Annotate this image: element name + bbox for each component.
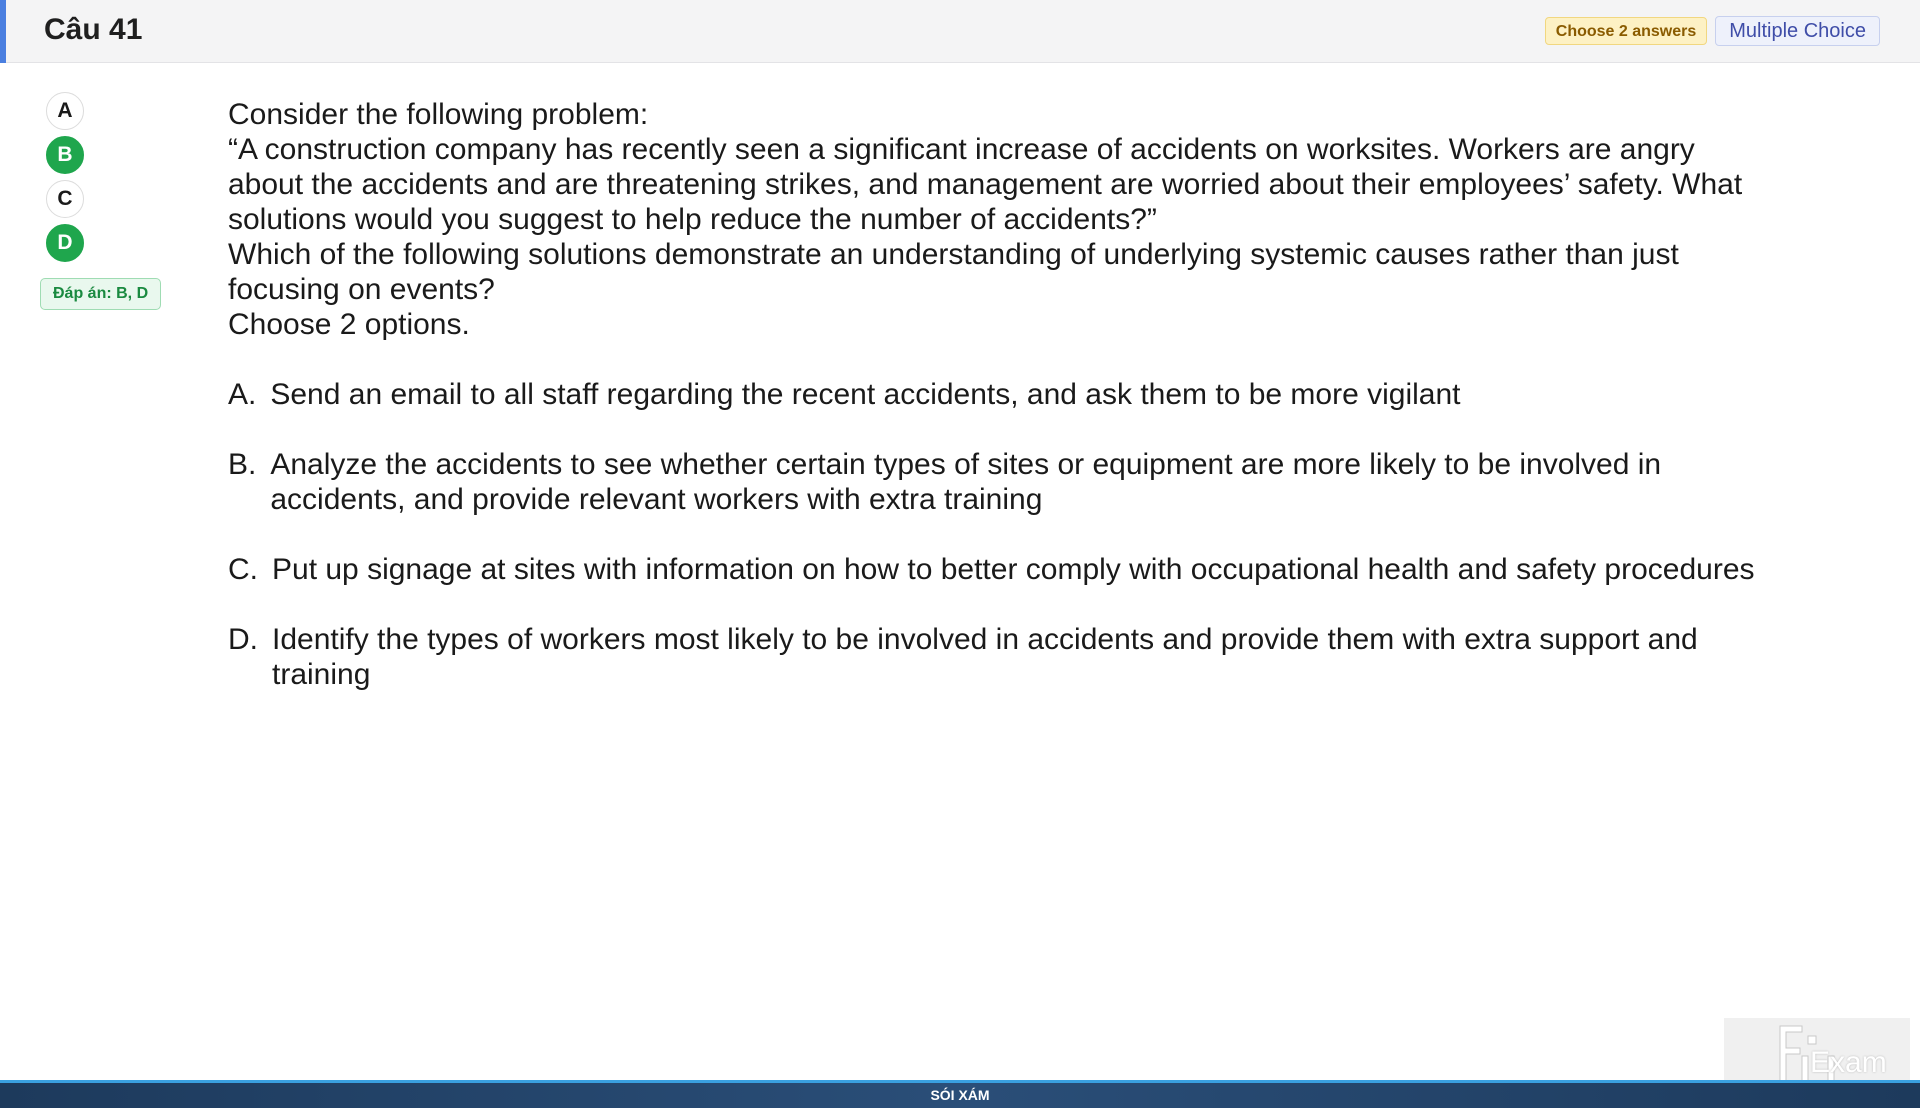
question-options (228, 377, 1758, 692)
question-instruction: Choose 2 options. (228, 308, 470, 341)
option-c[interactable] (228, 552, 1758, 587)
option-text: Put up signage at sites with information on how to better comply with occupational health and safety procedures (272, 553, 1755, 586)
choose-answers-badge: Choose 2 answers (1545, 17, 1708, 45)
option-d[interactable] (228, 622, 1758, 692)
question-intro: Consider the following problem: (228, 98, 649, 131)
option-text: Analyze the accidents to see whether certain types of sites or equipment are more likely to be involved in accidents, and provide relevant workers with extra training (270, 448, 1662, 516)
option-text: Identify the types of workers most likely to be involved in accidents and provide them with extra support and training (272, 623, 1698, 691)
option-letter: B. (228, 448, 257, 481)
question-prompt: Which of the following solutions demonstrate an understanding of underlying systemic causes rather than just focusing on events? (228, 238, 1679, 306)
logo-text: Exam (1810, 1046, 1887, 1079)
footer-bar (0, 1080, 1920, 1108)
question-title: Câu 41 (44, 13, 143, 46)
question-type-badge: Multiple Choice (1715, 16, 1880, 46)
option-letter: C. (228, 553, 258, 586)
question-badges (1545, 16, 1880, 46)
option-d-circle[interactable]: D (46, 224, 84, 262)
question-body (228, 97, 1758, 727)
option-b-circle[interactable]: B (46, 136, 84, 174)
option-a[interactable] (228, 377, 1758, 412)
option-c-circle[interactable]: C (46, 180, 84, 218)
question-scenario: “A construction company has recently seen a significant increase of accidents on worksites. Workers are angry about the accidents and are threatening strikes, and management are worried about their employees’ safety. What solutions would you suggest to help reduce the number of accidents?” (228, 133, 1743, 236)
option-text: Send an email to all staff regarding the recent accidents, and ask them to be more vigilant (270, 378, 1461, 411)
header-accent-bar (0, 0, 6, 63)
question-header (0, 0, 1920, 63)
footer-text: SÓI XÁM (930, 1087, 990, 1103)
answer-key-badge: Đáp án: B, D (40, 278, 161, 310)
option-letter: A. (228, 378, 257, 411)
option-letter: D. (228, 623, 258, 656)
option-b[interactable] (228, 447, 1758, 517)
option-a-circle[interactable]: A (46, 92, 84, 130)
